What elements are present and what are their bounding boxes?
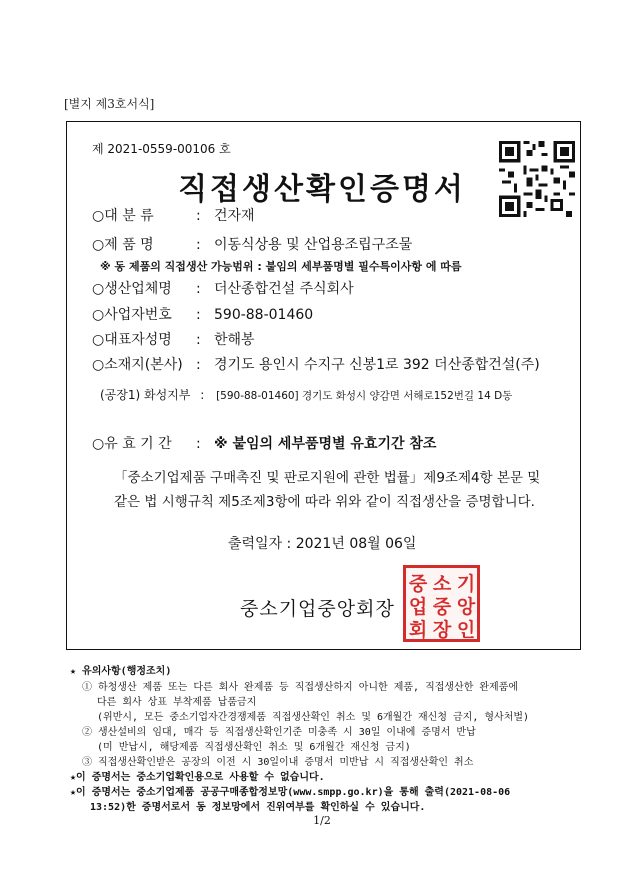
seal-char: 기 — [456, 573, 476, 595]
factory-label: (공장1) 화성지부 — [100, 388, 191, 402]
issuer-name: 중소기업중앙회장 — [240, 598, 395, 620]
field-address: ○소재지(본사) : 경기도 용인시 수지구 신봉1로 392 더산종합건설(주) — [92, 354, 540, 374]
field-label: ○생산업체명 — [92, 281, 172, 297]
scope-note: ※ 동 제품의 직접생산 가능범위 : 붙임의 세부품명별 필수특이사항 에 따름 — [100, 260, 462, 273]
seal-char: 회 — [408, 619, 428, 641]
seal-char: 중 — [432, 596, 452, 618]
field-value: 경기도 용인시 수지구 신봉1로 392 더산종합건설(주) — [214, 357, 540, 373]
footer-star2-line2: 13:52)한 증명서로서 동 정보망에서 진위여부를 확인하실 수 있습니다. — [90, 802, 426, 813]
doc-number: 제 2021-0559-00106 호 — [92, 142, 231, 156]
legal-text-line1: 「중소기업제품 구매촉진 및 판로지원에 관한 법률」제9조제4항 본문 및 — [114, 470, 541, 486]
form-code: [별지 제3호서식] — [64, 97, 155, 111]
field-business-number: ○사업자번호 : 590-88-01460 — [92, 304, 313, 324]
field-value: 한해봉 — [214, 332, 255, 348]
footer-heading: ★ 유의사항(행정조치) — [70, 666, 172, 677]
field-label: ○대 분 류 — [92, 208, 154, 224]
field-label: ○대표자성명 — [92, 332, 172, 348]
seal-char: 인 — [456, 619, 476, 641]
seal-char: 소 — [432, 573, 452, 595]
field-value: 이동식상용 및 산업용조립구조물 — [214, 237, 413, 253]
field-validity: ○유 효 기 간 : ※ 붙임의 세부품명별 유효기간 참조 — [92, 433, 436, 453]
page-number: 1/2 — [313, 814, 331, 827]
footer-item1-line2: 다른 회사 상표 부착제품 납품금지 — [97, 697, 257, 708]
factory-value: [590-88-01460] 경기도 화성시 양감면 서해로152번길 14 D동 — [216, 390, 513, 402]
issue-date: 출력일자 : 2021년 08월 06일 — [228, 536, 417, 552]
legal-text-line2: 같은 법 시행규칙 제5조제3항에 따라 위와 같이 직접생산을 증명합니다. — [114, 494, 535, 510]
field-representative: ○대표자성명 : 한해봉 — [92, 329, 255, 349]
field-label: ○유 효 기 간 — [92, 436, 172, 452]
field-value: 건자재 — [214, 208, 255, 224]
factory-colon: : — [200, 388, 205, 402]
official-seal-icon — [403, 565, 480, 642]
field-value: 더산종합건설 주식회사 — [214, 281, 354, 297]
field-label: ○소재지(본사) — [92, 357, 183, 373]
factory-row — [100, 386, 512, 403]
footer-item1-line1: ① 하청생산 제품 또는 다른 회사 완제품 등 직접생산하지 아니한 제품, 직접생산한 완제품에 — [82, 682, 519, 693]
seal-char: 장 — [432, 619, 452, 641]
field-label: ○제 품 명 — [92, 237, 154, 253]
footer-item2-line2: (미 반납시, 해당제품 직접생산확인 취소 및 6개월간 재신청 금지) — [97, 742, 411, 753]
field-label: ○사업자번호 — [92, 307, 172, 323]
field-company-name: ○생산업체명 : 더산종합건설 주식회사 — [92, 278, 354, 298]
footer-item1-line3: (위반시, 모든 중소기업자간경쟁제품 직접생산확인 취소 및 6개월간 재신청 금지, 형사처벌) — [97, 712, 530, 723]
footer-item3: ③ 직접생산확인받은 공장의 이전 시 30일이내 증명서 미반납 시 직접생산확인 취소 — [82, 757, 474, 768]
certificate-title: 직접생산확인증명서 — [178, 172, 466, 207]
field-product-name: ○제 품 명 : 이동식상용 및 산업용조립구조물 — [92, 234, 412, 254]
footer-star2-line1: ★이 증명서는 중소기업제품 공공구매종합정보망(www.smpp.go.kr)을 통해 출력(2021-08-06 — [70, 787, 511, 798]
seal-char: 업 — [408, 596, 428, 618]
field-value: ※ 붙임의 세부품명별 유효기간 참조 — [214, 436, 437, 452]
footer-star1: ★이 증명서는 중소기업확인용으로 사용할 수 없습니다. — [70, 772, 325, 783]
footer-item2-line1: ② 생산설비의 임대, 매각 등 직접생산확인기준 미충족 시 30일 이내에 증명서 반납 — [82, 727, 476, 738]
field-category: ○대 분 류 : 건자재 — [92, 205, 255, 225]
seal-char: 중 — [408, 573, 428, 595]
seal-char: 앙 — [456, 596, 476, 618]
field-value: 590-88-01460 — [214, 307, 314, 323]
